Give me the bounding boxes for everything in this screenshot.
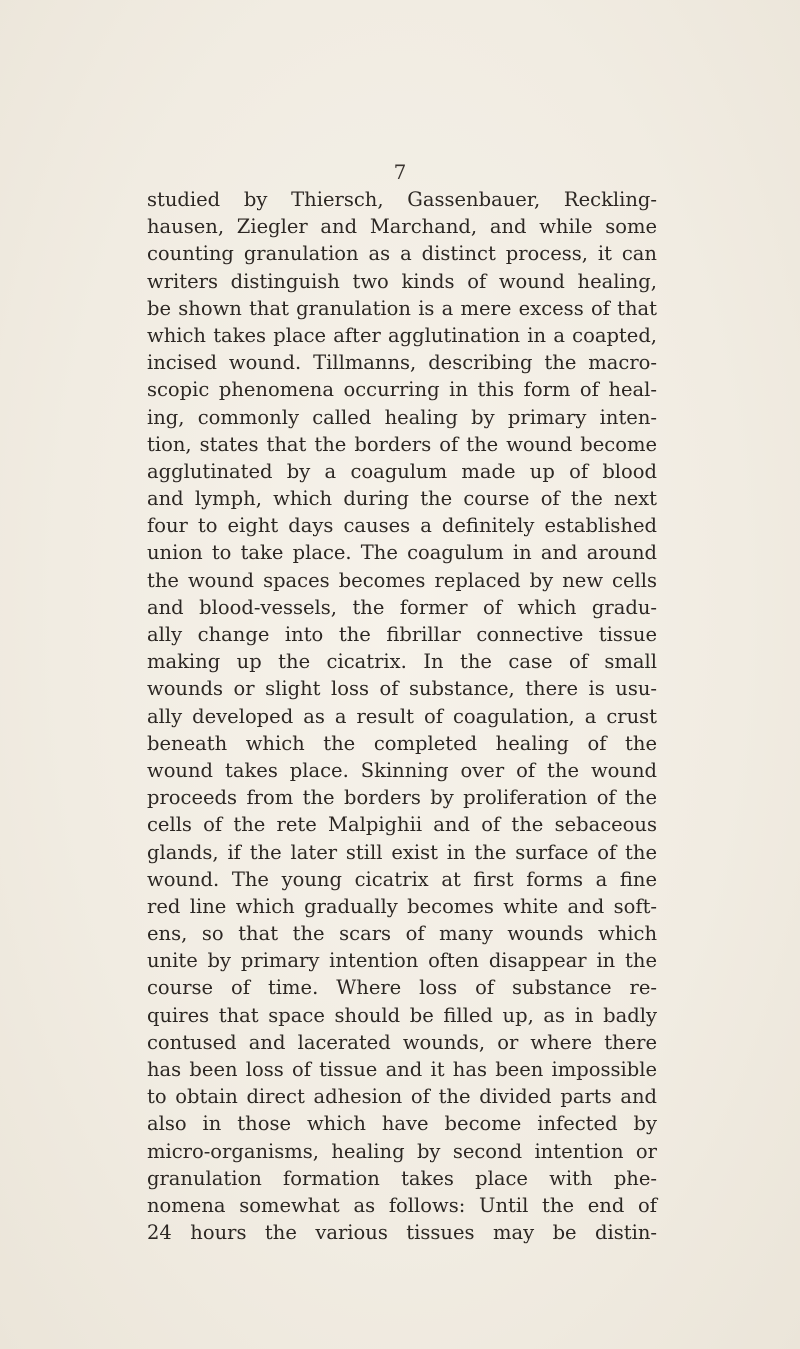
text-line: to obtain direct adhesion of the divided parts and — [147, 1085, 657, 1109]
text-line: has been loss of tissue and it has been impossible — [147, 1058, 657, 1081]
text-line: counting granulation as a distinct process, it can — [147, 242, 657, 266]
text-line: quires that space should be filled up, as in badly — [147, 1003, 657, 1027]
text-line: unite by primary intention often disappear in the — [147, 949, 657, 973]
text-line: wounds or slight loss of substance, there is usu- — [147, 677, 657, 701]
text-line: scopic phenomena occurring in this form of heal- — [147, 378, 657, 402]
text-line: beneath which the completed healing of the — [147, 731, 657, 755]
text-line: 24 hours the various tissues may be distin- — [147, 1221, 657, 1245]
text-line: also in those which have become infected by — [147, 1112, 657, 1136]
text-line: granulation formation takes place with phe- — [147, 1166, 657, 1190]
text-line: red line which gradually becomes white and soft- — [147, 894, 657, 918]
text-line: micro-organisms, healing by second intention or — [147, 1139, 657, 1163]
text-line: nomena somewhat as follows: Until the end of — [147, 1193, 657, 1217]
text-line: glands, if the later still exist in the surface of the — [147, 840, 657, 864]
text-line: ens, so that the scars of many wounds which — [147, 922, 657, 946]
text-line: making up the cicatrix. In the case of small — [147, 650, 657, 674]
text-line: be shown that granulation is a mere excess of that — [147, 296, 657, 320]
text-line: which takes place after agglutination in a coapted, — [147, 323, 657, 347]
text-line: studied by Thiersch, Gassenbauer, Reckling- — [147, 188, 657, 211]
text-line: wound takes place. Skinning over of the wound — [147, 758, 657, 782]
text-line: and lymph, which during the course of the next — [147, 487, 657, 511]
text-line: ally change into the fibrillar connective tissue — [147, 623, 657, 646]
text-line: contused and lacerated wounds, or where there — [147, 1030, 657, 1054]
text-line: proceeds from the borders by proliferation of the — [147, 786, 657, 810]
text-line: incised wound. Tillmanns, describing the macro- — [147, 351, 657, 375]
text-line: four to eight days causes a definitely established — [147, 514, 657, 538]
text-line: the wound spaces becomes replaced by new cells — [147, 568, 657, 592]
text-line: tion, states that the borders of the wound become — [147, 432, 657, 456]
text-line: union to take place. The coagulum in and around — [147, 541, 657, 565]
body-text — [147, 186, 657, 1246]
text-line: and blood-vessels, the former of which gradu- — [147, 595, 657, 619]
text-line: course of time. Where loss of substance re- — [147, 976, 657, 1000]
text-line: agglutinated by a coagulum made up of blood — [147, 459, 657, 483]
page-number: 7 — [393, 160, 407, 184]
text-line: cells of the rete Malpighii and of the sebaceous — [147, 813, 657, 837]
text-line: hausen, Ziegler and Marchand, and while some — [147, 215, 657, 239]
text-line: ing, commonly called healing by primary inten- — [147, 405, 657, 429]
text-line: writers distinguish two kinds of wound healing, — [147, 269, 657, 293]
text-line: ally developed as a result of coagulation, a crust — [147, 704, 657, 728]
text-line: wound. The young cicatrix at first forms a fine — [147, 867, 657, 891]
